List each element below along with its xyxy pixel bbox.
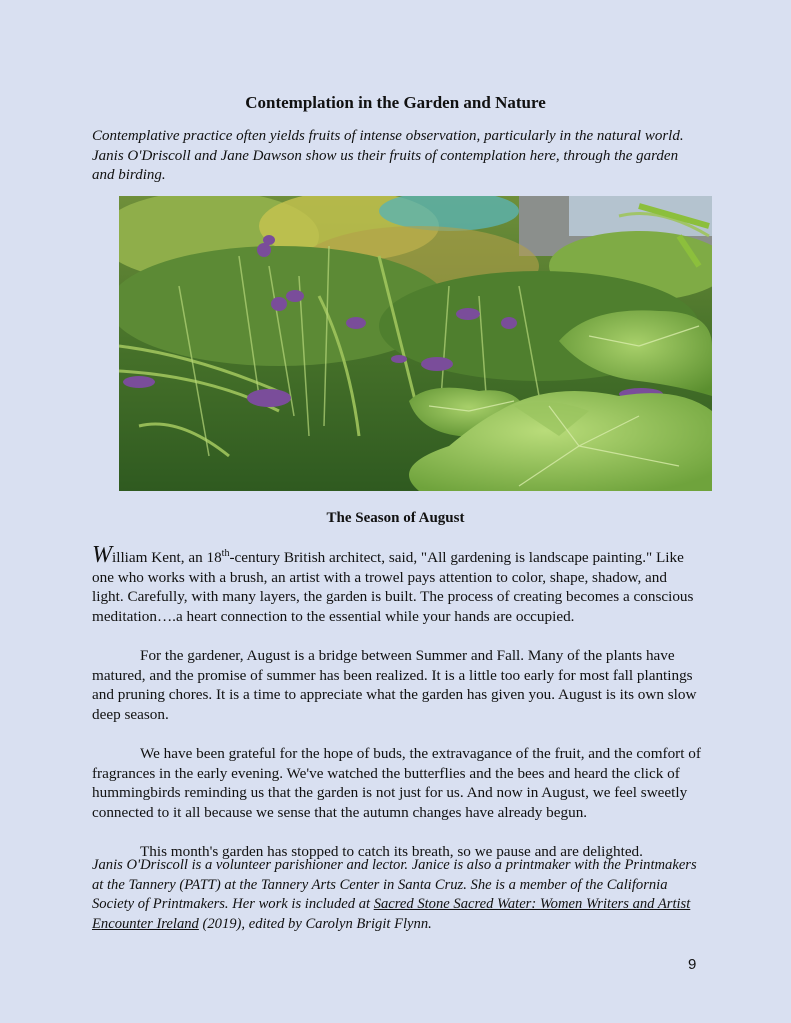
drop-cap: W — [92, 542, 112, 569]
ordinal-superscript: th — [221, 548, 230, 559]
garden-photo-illustration — [119, 196, 712, 491]
paragraph-1-text-a: illiam Kent, an 18 — [112, 549, 222, 567]
paragraph-1 — [92, 544, 702, 626]
author-bio-text-b: (2019), edited by Carolyn Brigit Flynn. — [198, 915, 432, 932]
section-subtitle: The Season of August — [326, 510, 465, 526]
paragraph-1-text-b: -century British architect, said, "All gardening is landscape painting." Like one who works with a brush, an artist with a trowel pays attention to color, shape, shadow, and light. Carefully, with many layers, the garden is built. The process of creating becomes a conscious meditation….a heart connection to the essential while your hands are occupied. — [92, 549, 694, 625]
page-number: 9 — [688, 956, 697, 973]
book-link[interactable]: Sacred Stone Sacred Water: Women Writers and Artist Encounter Ireland — [92, 896, 691, 932]
garden-photo — [119, 196, 712, 491]
article-title: Contemplation in the Garden and Nature — [245, 93, 546, 112]
paragraph-2: For the gardener, August is a bridge between Summer and Fall. Many of the plants have matured, and the promise of summer has been realized. It is a little too early for most fall plantings and pruning chores. It is a time to appreciate what the garden has given you. August is its own slow deep season. — [92, 647, 697, 723]
author-bio-text-a: Janis O'Driscoll is a volunteer parishioner and lector. Janice is also a printmaker with the Printmakers at the Tannery (PATT) at the Tannery Arts Center in Santa Cruz. She is a member of the California Society of Printmakers. Her work is included at — [92, 857, 697, 913]
paragraph-3: We have been grateful for the hope of buds, the extravagance of the fruit, and the comfort of fragrances in the early evening. We've watched the butterflies and the bees and heard the click of hummingbirds reminding us that the garden is not just for us. And now in August, we feel sweetly connected to it all because we sense that the autumn changes have already begun. — [92, 745, 701, 821]
article-body — [92, 544, 702, 881]
article-intro: Contemplative practice often yields fruits of intense observation, particularly in the natural world. Janis O'Driscoll and Jane Dawson show us their fruits of contemplation here, through the garden and birding. — [92, 128, 684, 183]
paragraph-4: This month's garden has stopped to catch its breath, so we pause and are delighted. — [140, 842, 643, 860]
author-bio — [92, 856, 704, 934]
